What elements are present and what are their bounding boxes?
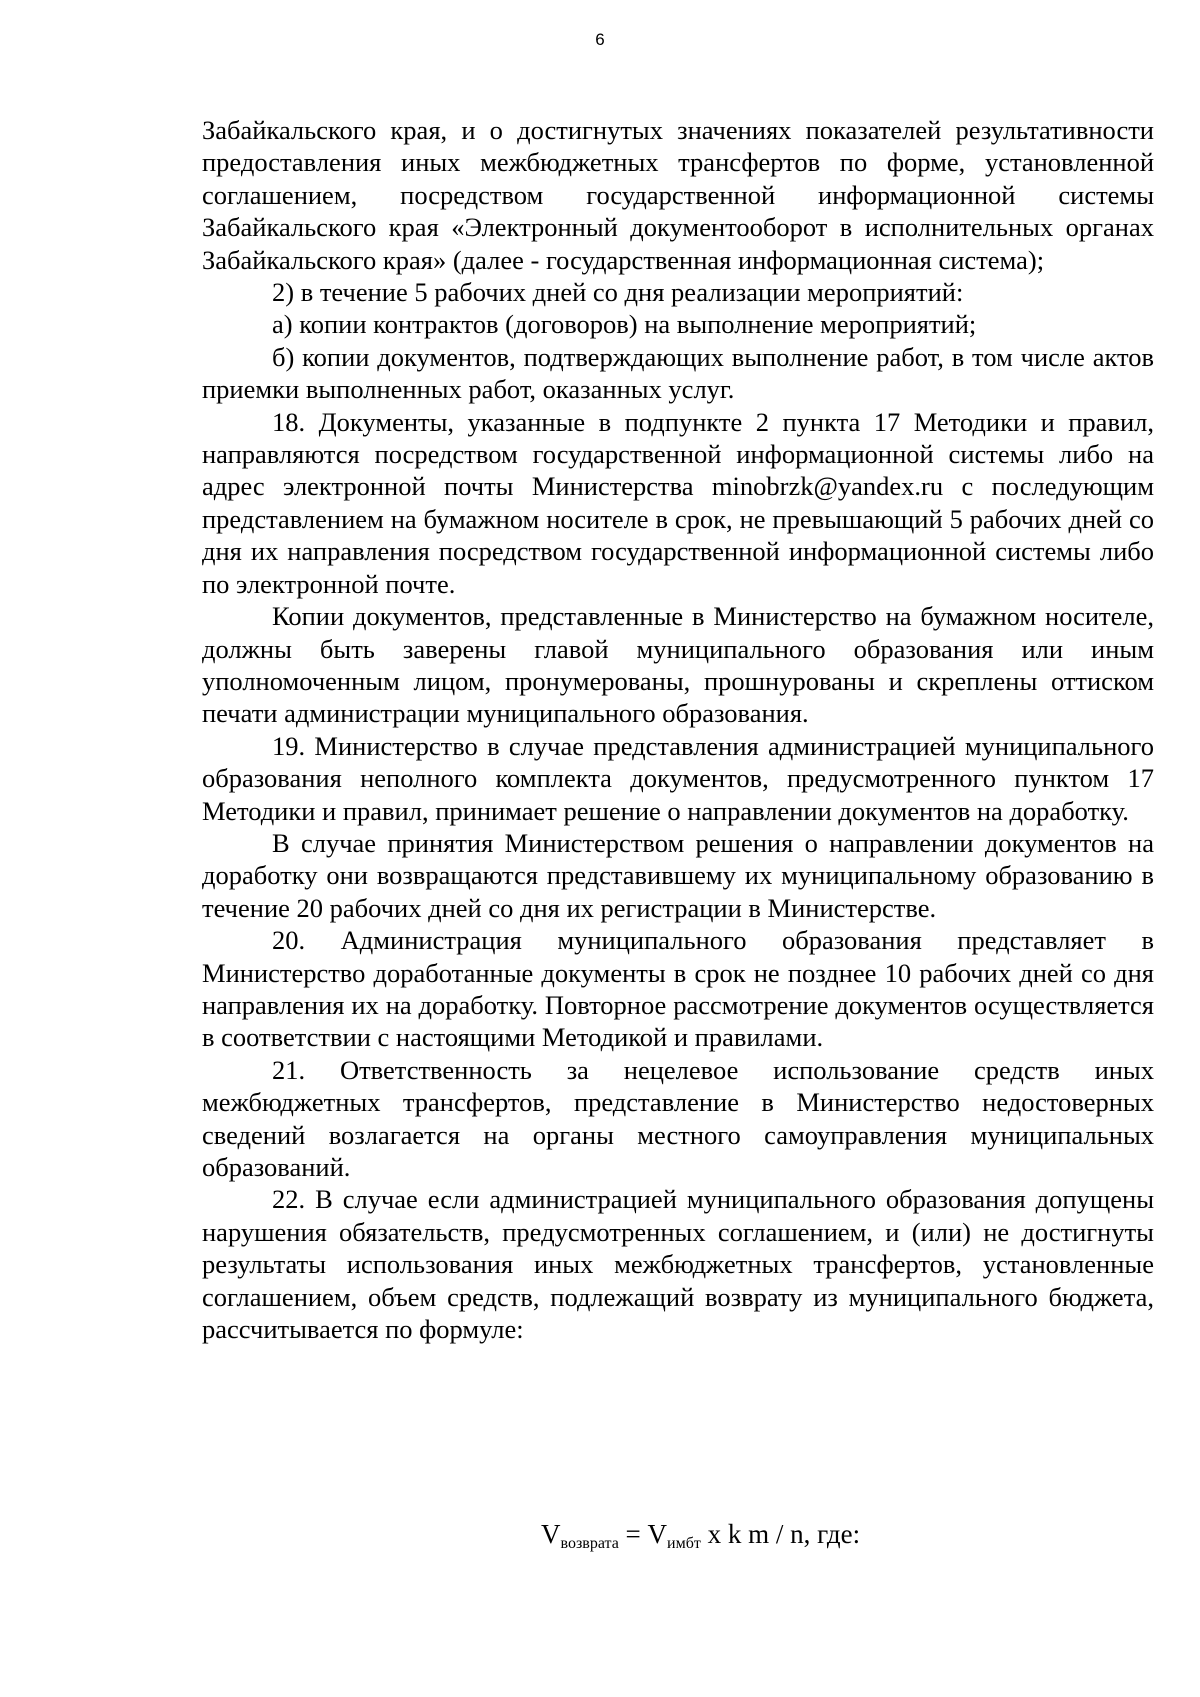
document-body xyxy=(202,114,1154,1345)
paragraph-item-22: 22. В случае если администрацией муниципального образования допущены нарушения обязательств, предусмотренных соглашением, и (или) не достигнуты результаты использования иных межбюджетных трансфертов, установленные соглашением, объем средств, подлежащий возврату из муниципального бюджета, рассчитывается по формуле: xyxy=(202,1184,1154,1345)
paragraph: а) копии контрактов (договоров) на выполнение мероприятий; xyxy=(272,309,977,340)
formula-v-imbt: V xyxy=(647,1519,668,1549)
formula-subscript-imbt: имбт xyxy=(667,1535,701,1552)
paragraph: 2) в течение 5 рабочих дней со дня реализации мероприятий: xyxy=(272,277,964,308)
formula-rest: x k m / n, где: xyxy=(700,1519,861,1549)
paragraph: Копии документов, представленные в Министерство на бумажном носителе, должны быть заверены главой муниципального образования или иным уполномоченным лицом, пронумерованы, прошнурованы и скреплены оттиском печати администрации муниципального образования. xyxy=(202,601,1154,729)
formula-equals: = xyxy=(618,1519,648,1549)
paragraph: В случае принятия Министерством решения о направлении документов на доработку они возвращаются представившему их муниципальному образованию в течение 20 рабочих дней со дня их регистрации в Министерстве. xyxy=(202,827,1154,923)
paragraph: б) копии документов, подтверждающих выполнение работ, в том числе актов приемки выполненных работ, оказанных услуг. xyxy=(202,341,1154,405)
paragraph: Забайкальского края, и о достигнутых значениях показателей результативности предоставления иных межбюджетных трансфертов по форме, установленной соглашением, посредством государственной информационной системы Забайкальского края «Электронный документооборот в исполнительных органах Забайкальского края» (далее - государственная информационная система); xyxy=(202,115,1154,275)
formula-v-return: V xyxy=(541,1519,561,1549)
paragraph-item-21: 21. Ответственность за нецелевое использование средств иных межбюджетных трансфертов, представление в Министерство недостоверных сведений возлагается на органы местного самоуправления муниципальных образований. xyxy=(202,1054,1154,1182)
return-formula xyxy=(541,1519,860,1550)
page-number: 6 xyxy=(595,30,605,49)
paragraph-item-19: 19. Министерство в случае представления администрацией муниципального образования неполного комплекта документов, предусмотренного пунктом 17 Методики и правил, принимает решение о направлении документов на доработку. xyxy=(202,730,1154,826)
paragraph-item-20: 20. Администрация муниципального образования представляет в Министерство доработанные документы в срок не позднее 10 рабочих дней со дня направления их на доработку. Повторное рассмотрение документов осуществляется в соответствии с настоящими Методикой и правилами. xyxy=(202,925,1154,1053)
formula-subscript-return: возврата xyxy=(560,1535,619,1552)
paragraph-item-18: 18. Документы, указанные в подпункте 2 пункта 17 Методики и правил, направляются посредством государственной информационной системы либо на адрес электронной почты Министерства minobrzk@yandex.ru с последующим представлением на бумажном носителе в срок, не превышающий 5 рабочих дней со дня их направления посредством государственной информационной системы либо по электронной почте. xyxy=(202,406,1154,599)
